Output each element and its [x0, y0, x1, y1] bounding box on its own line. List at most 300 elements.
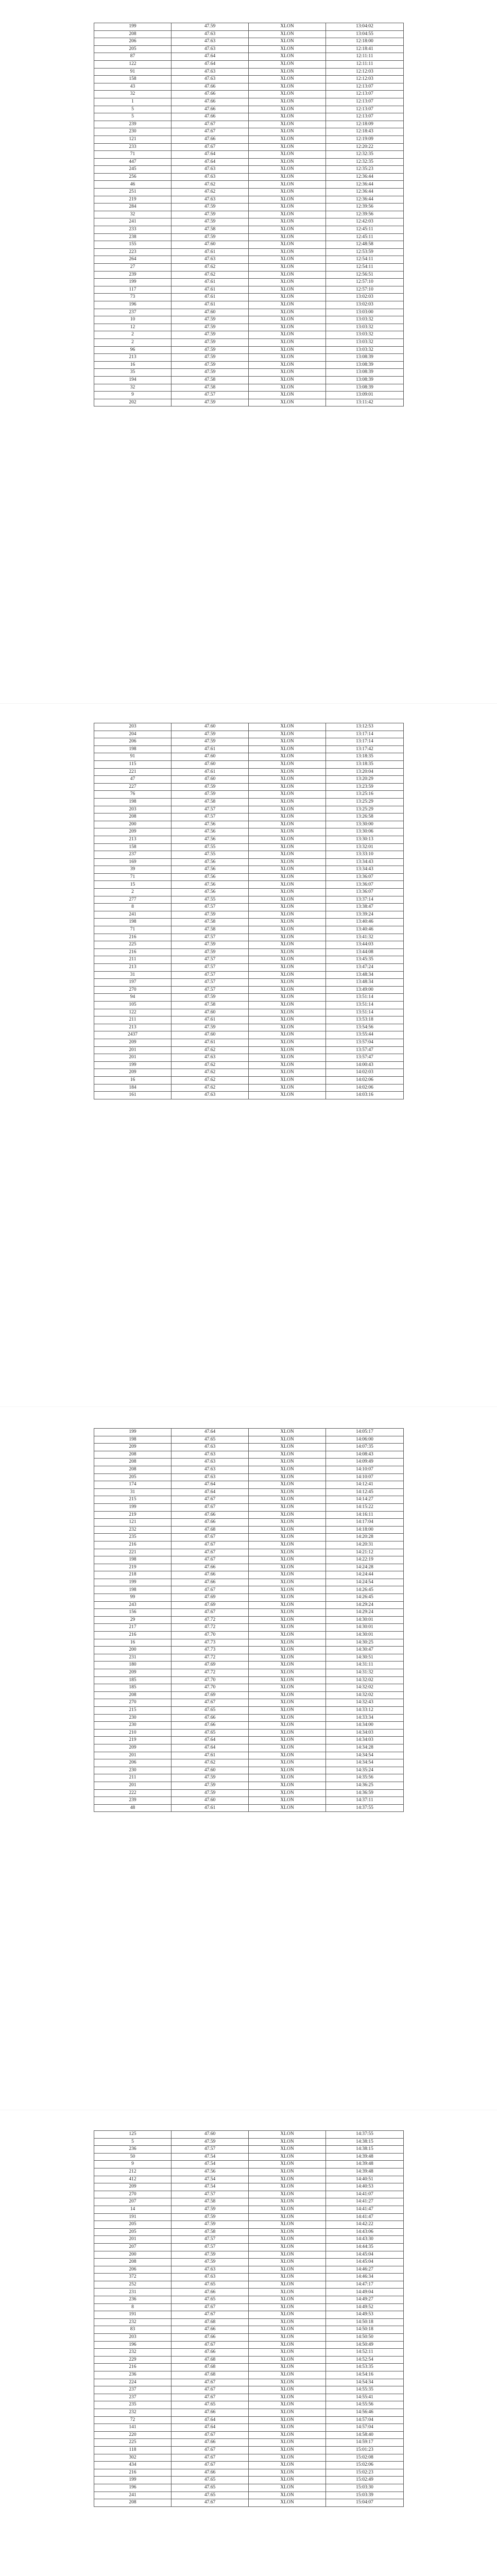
time-cell: 14:39:48	[326, 2161, 404, 2168]
volume-cell: 96	[94, 346, 172, 354]
time-cell: 14:57:04	[326, 2416, 404, 2424]
time-cell: 13:04:55	[326, 30, 404, 38]
table-row	[94, 1054, 404, 1062]
time-cell: 13:30:06	[326, 828, 404, 836]
volume-cell: 203	[94, 806, 172, 814]
venue-cell: XLON	[249, 204, 326, 211]
price-cell: 47.67	[172, 2341, 249, 2349]
venue-cell: XLON	[249, 121, 326, 128]
price-cell: 47.66	[172, 2409, 249, 2416]
price-cell: 47.66	[172, 113, 249, 121]
table-row	[94, 1737, 404, 1744]
table-row	[94, 1774, 404, 1782]
table-row	[94, 1579, 404, 1586]
price-cell: 47.69	[172, 1594, 249, 1602]
time-cell: 14:00:43	[326, 1061, 404, 1069]
table-row	[94, 783, 404, 791]
venue-cell: XLON	[249, 301, 326, 309]
venue-cell: XLON	[249, 369, 326, 377]
table-row	[94, 1759, 404, 1767]
time-cell: 13:47:24	[326, 964, 404, 972]
venue-cell: XLON	[249, 2131, 326, 2139]
table-row	[94, 76, 404, 83]
time-cell: 13:33:10	[326, 851, 404, 859]
volume-cell: 224	[94, 2379, 172, 2386]
volume-cell: 205	[94, 45, 172, 53]
time-cell: 14:40:53	[326, 2183, 404, 2191]
table-row	[94, 1061, 404, 1069]
venue-cell: XLON	[249, 2146, 326, 2154]
table-row	[94, 2401, 404, 2409]
venue-cell: XLON	[249, 279, 326, 286]
price-cell: 47.66	[172, 2469, 249, 2477]
venue-cell: XLON	[249, 1609, 326, 1617]
volume-cell: 207	[94, 2243, 172, 2251]
table-row	[94, 196, 404, 204]
time-cell: 13:48:34	[326, 979, 404, 987]
time-cell: 13:08:39	[326, 369, 404, 377]
price-cell: 47.63	[172, 68, 249, 76]
table-row	[94, 1632, 404, 1639]
time-cell: 13:53:18	[326, 1016, 404, 1024]
price-cell: 47.67	[172, 2462, 249, 2469]
volume-cell: 71	[94, 873, 172, 881]
venue-cell: XLON	[249, 2341, 326, 2349]
volume-cell: 206	[94, 38, 172, 46]
time-cell: 13:03:32	[326, 316, 404, 324]
table-row	[94, 324, 404, 331]
table-row	[94, 331, 404, 339]
document-page	[0, 703, 497, 1406]
venue-cell: XLON	[249, 2371, 326, 2379]
volume-cell: 198	[94, 1556, 172, 1564]
volume-cell: 2	[94, 338, 172, 346]
volume-cell: 105	[94, 1001, 172, 1009]
price-cell: 47.70	[172, 1684, 249, 1692]
venue-cell: XLON	[249, 1549, 326, 1556]
venue-cell: XLON	[249, 1436, 326, 1444]
time-cell: 12:35:23	[326, 166, 404, 174]
price-cell: 47.64	[172, 1744, 249, 1752]
venue-cell: XLON	[249, 738, 326, 746]
price-cell: 47.57	[172, 964, 249, 972]
table-row	[94, 2379, 404, 2386]
time-cell: 12:13:07	[326, 106, 404, 113]
time-cell: 13:51:14	[326, 1001, 404, 1009]
table-row	[94, 1789, 404, 1797]
venue-cell: XLON	[249, 731, 326, 738]
table-row	[94, 1684, 404, 1692]
table-row	[94, 1722, 404, 1730]
time-cell: 14:30:25	[326, 1639, 404, 1647]
volume-cell: 199	[94, 2477, 172, 2484]
table-row	[94, 1016, 404, 1024]
venue-cell: XLON	[249, 173, 326, 181]
price-cell: 47.58	[172, 1001, 249, 1009]
time-cell: 14:24:44	[326, 1571, 404, 1579]
price-cell: 47.62	[172, 1759, 249, 1767]
time-cell: 14:32:43	[326, 1699, 404, 1707]
time-cell: 14:34:03	[326, 1737, 404, 1744]
price-cell: 47.57	[172, 986, 249, 994]
volume-cell: 221	[94, 1549, 172, 1556]
price-cell: 47.56	[172, 873, 249, 881]
venue-cell: XLON	[249, 1488, 326, 1496]
table-row	[94, 189, 404, 196]
venue-cell: XLON	[249, 2431, 326, 2439]
table-row	[94, 2409, 404, 2416]
venue-cell: XLON	[249, 745, 326, 753]
venue-cell: XLON	[249, 2213, 326, 2221]
time-cell: 13:25:29	[326, 806, 404, 814]
table-row	[94, 1609, 404, 1617]
venue-cell: XLON	[249, 836, 326, 843]
venue-cell: XLON	[249, 2356, 326, 2364]
volume-cell: 196	[94, 301, 172, 309]
venue-cell: XLON	[249, 2296, 326, 2304]
venue-cell: XLON	[249, 948, 326, 956]
time-cell: 14:45:04	[326, 2259, 404, 2266]
price-cell: 47.73	[172, 1647, 249, 1654]
price-cell: 47.59	[172, 399, 249, 406]
time-cell: 14:41:07	[326, 2191, 404, 2198]
time-cell: 14:55:35	[326, 2386, 404, 2394]
venue-cell: XLON	[249, 1481, 326, 1489]
price-cell: 47.60	[172, 2131, 249, 2139]
table-row	[94, 1571, 404, 1579]
table-row	[94, 2326, 404, 2334]
volume-cell: 99	[94, 1594, 172, 1602]
venue-cell: XLON	[249, 2311, 326, 2319]
volume-cell: 218	[94, 1571, 172, 1579]
volume-cell: 205	[94, 1473, 172, 1481]
table-row	[94, 896, 404, 904]
volume-cell: 91	[94, 753, 172, 761]
table-row	[94, 2183, 404, 2191]
trade-table	[94, 2130, 404, 2507]
volume-cell: 200	[94, 821, 172, 828]
venue-cell: XLON	[249, 2334, 326, 2342]
price-cell: 47.72	[172, 1669, 249, 1677]
table-row	[94, 53, 404, 61]
price-cell: 47.67	[172, 2499, 249, 2507]
venue-cell: XLON	[249, 1601, 326, 1609]
venue-cell: XLON	[249, 1092, 326, 1099]
table-row	[94, 256, 404, 264]
table-row	[94, 1549, 404, 1556]
venue-cell: XLON	[249, 2281, 326, 2289]
time-cell: 14:14:27	[326, 1496, 404, 1504]
table-row	[94, 2484, 404, 2492]
time-cell: 12:13:07	[326, 113, 404, 121]
volume-cell: 122	[94, 60, 172, 68]
price-cell: 47.59	[172, 316, 249, 324]
table-row	[94, 392, 404, 399]
price-cell: 47.64	[172, 151, 249, 159]
volume-cell: 213	[94, 354, 172, 362]
volume-cell: 206	[94, 2266, 172, 2274]
venue-cell: XLON	[249, 1061, 326, 1069]
table-row	[94, 181, 404, 189]
table-row	[94, 2176, 404, 2183]
table-row	[94, 1534, 404, 1541]
volume-cell: 87	[94, 53, 172, 61]
volume-cell: 237	[94, 851, 172, 859]
volume-cell: 235	[94, 2401, 172, 2409]
time-cell: 13:44:08	[326, 948, 404, 956]
volume-cell: 215	[94, 1496, 172, 1504]
time-cell: 14:41:47	[326, 2213, 404, 2221]
time-cell: 15:02:08	[326, 2454, 404, 2462]
time-cell: 12:13:07	[326, 83, 404, 91]
price-cell: 47.66	[172, 1564, 249, 1571]
time-cell: 14:32:02	[326, 1676, 404, 1684]
time-cell: 13:03:32	[326, 338, 404, 346]
table-row	[94, 2454, 404, 2462]
price-cell: 47.61	[172, 279, 249, 286]
time-cell: 14:18:00	[326, 1526, 404, 1534]
price-cell: 47.62	[172, 1084, 249, 1092]
volume-cell: 200	[94, 2251, 172, 2259]
venue-cell: XLON	[249, 2349, 326, 2357]
price-cell: 47.67	[172, 143, 249, 151]
table-row	[94, 948, 404, 956]
price-cell: 47.63	[172, 256, 249, 264]
volume-cell: 156	[94, 1609, 172, 1617]
venue-cell: XLON	[249, 2168, 326, 2176]
time-cell: 14:34:00	[326, 1722, 404, 1730]
price-cell: 47.58	[172, 384, 249, 392]
price-cell: 47.66	[172, 2349, 249, 2357]
venue-cell: XLON	[249, 2228, 326, 2236]
volume-cell: 201	[94, 1752, 172, 1759]
price-cell: 47.63	[172, 1473, 249, 1481]
venue-cell: XLON	[249, 979, 326, 987]
venue-cell: XLON	[249, 2409, 326, 2416]
volume-cell: 236	[94, 2296, 172, 2304]
volume-cell: 251	[94, 189, 172, 196]
time-cell: 14:09:49	[326, 1459, 404, 1466]
volume-cell: 208	[94, 1691, 172, 1699]
price-cell: 47.58	[172, 226, 249, 234]
table-row	[94, 798, 404, 806]
venue-cell: XLON	[249, 241, 326, 249]
venue-cell: XLON	[249, 2462, 326, 2469]
table-row	[94, 1429, 404, 1436]
volume-cell: 32	[94, 384, 172, 392]
venue-cell: XLON	[249, 1767, 326, 1774]
table-row	[94, 1639, 404, 1647]
volume-cell: 198	[94, 745, 172, 753]
time-cell: 14:33:12	[326, 1706, 404, 1714]
volume-cell: 46	[94, 181, 172, 189]
price-cell: 47.65	[172, 1706, 249, 1714]
venue-cell: XLON	[249, 1444, 326, 1451]
venue-cell: XLON	[249, 1459, 326, 1466]
volume-cell: 118	[94, 2446, 172, 2454]
table-row	[94, 2243, 404, 2251]
table-row	[94, 2492, 404, 2499]
table-row	[94, 1669, 404, 1677]
table-row	[94, 836, 404, 843]
price-cell: 47.56	[172, 2168, 249, 2176]
time-cell: 14:05:17	[326, 1429, 404, 1436]
table-row	[94, 941, 404, 949]
time-cell: 13:36:07	[326, 873, 404, 881]
price-cell: 47.72	[172, 1654, 249, 1662]
volume-cell: 219	[94, 196, 172, 204]
time-cell: 14:02:03	[326, 1069, 404, 1077]
time-cell: 15:02:23	[326, 2469, 404, 2477]
table-row	[94, 873, 404, 881]
volume-cell: 115	[94, 760, 172, 768]
time-cell: 14:08:43	[326, 1451, 404, 1459]
price-cell: 47.59	[172, 994, 249, 1002]
table-row	[94, 1039, 404, 1046]
time-cell: 14:12:41	[326, 1481, 404, 1489]
time-cell: 14:03:16	[326, 1092, 404, 1099]
time-cell: 14:31:32	[326, 1669, 404, 1677]
volume-cell: 216	[94, 2469, 172, 2477]
price-cell: 47.64	[172, 53, 249, 61]
volume-cell: 141	[94, 2424, 172, 2432]
volume-cell: 232	[94, 2318, 172, 2326]
venue-cell: XLON	[249, 1662, 326, 1669]
time-cell: 15:03:39	[326, 2492, 404, 2499]
venue-cell: XLON	[249, 1737, 326, 1744]
price-cell: 47.59	[172, 204, 249, 211]
venue-cell: XLON	[249, 971, 326, 979]
time-cell: 13:08:39	[326, 376, 404, 384]
volume-cell: 1	[94, 98, 172, 106]
table-row	[94, 128, 404, 136]
volume-cell: 185	[94, 1676, 172, 1684]
price-cell: 47.63	[172, 2274, 249, 2281]
venue-cell: XLON	[249, 2401, 326, 2409]
price-cell: 47.57	[172, 2191, 249, 2198]
volume-cell: 5	[94, 2138, 172, 2146]
venue-cell: XLON	[249, 1031, 326, 1039]
price-cell: 47.61	[172, 768, 249, 776]
time-cell: 14:49:52	[326, 2303, 404, 2311]
price-cell: 47.63	[172, 30, 249, 38]
volume-cell: 252	[94, 2281, 172, 2289]
table-row	[94, 881, 404, 889]
table-row	[94, 2228, 404, 2236]
volume-cell: 270	[94, 2191, 172, 2198]
time-cell: 12:54:11	[326, 256, 404, 264]
price-cell: 47.57	[172, 2236, 249, 2244]
volume-cell: 198	[94, 1436, 172, 1444]
price-cell: 47.72	[172, 1624, 249, 1632]
volume-cell: 215	[94, 1706, 172, 1714]
venue-cell: XLON	[249, 45, 326, 53]
price-cell: 47.66	[172, 2334, 249, 2342]
volume-cell: 216	[94, 948, 172, 956]
price-cell: 47.56	[172, 858, 249, 866]
volume-cell: 219	[94, 1564, 172, 1571]
time-cell: 14:57:04	[326, 2424, 404, 2432]
table-row	[94, 723, 404, 731]
price-cell: 47.60	[172, 723, 249, 731]
price-cell: 47.66	[172, 106, 249, 113]
price-cell: 47.59	[172, 2251, 249, 2259]
volume-cell: 91	[94, 68, 172, 76]
venue-cell: XLON	[249, 128, 326, 136]
venue-cell: XLON	[249, 1473, 326, 1481]
table-row	[94, 1594, 404, 1602]
price-cell: 47.67	[172, 1609, 249, 1617]
time-cell: 14:36:59	[326, 1789, 404, 1797]
price-cell: 47.59	[172, 338, 249, 346]
price-cell: 47.61	[172, 301, 249, 309]
price-cell: 47.67	[172, 2431, 249, 2439]
venue-cell: XLON	[249, 1669, 326, 1677]
table-row	[94, 30, 404, 38]
table-row	[94, 2236, 404, 2244]
price-cell: 47.59	[172, 948, 249, 956]
table-row	[94, 264, 404, 272]
table-row	[94, 2311, 404, 2319]
venue-cell: XLON	[249, 1714, 326, 1722]
volume-cell: 230	[94, 1767, 172, 1774]
price-cell: 47.63	[172, 1466, 249, 1473]
table-row	[94, 2477, 404, 2484]
table-row	[94, 1744, 404, 1752]
price-cell: 47.59	[172, 1024, 249, 1031]
venue-cell: XLON	[249, 38, 326, 46]
table-row	[94, 248, 404, 256]
volume-cell: 199	[94, 23, 172, 31]
venue-cell: XLON	[249, 1519, 326, 1527]
price-cell: 47.60	[172, 1031, 249, 1039]
time-cell: 12:48:58	[326, 241, 404, 249]
venue-cell: XLON	[249, 814, 326, 821]
volume-cell: 191	[94, 2213, 172, 2221]
volume-cell: 121	[94, 1519, 172, 1527]
price-cell: 47.68	[172, 2318, 249, 2326]
price-cell: 47.60	[172, 241, 249, 249]
time-cell: 12:18:00	[326, 38, 404, 46]
price-cell: 47.73	[172, 1639, 249, 1647]
time-cell: 13:38:47	[326, 904, 404, 911]
table-row	[94, 286, 404, 294]
price-cell: 47.64	[172, 2424, 249, 2432]
table-row	[94, 919, 404, 926]
price-cell: 47.61	[172, 1016, 249, 1024]
price-cell: 47.60	[172, 760, 249, 768]
volume-cell: 184	[94, 1084, 172, 1092]
time-cell: 14:49:27	[326, 2296, 404, 2304]
table-row	[94, 2334, 404, 2342]
price-cell: 47.59	[172, 331, 249, 339]
venue-cell: XLON	[249, 2183, 326, 2191]
time-cell: 14:50:49	[326, 2341, 404, 2349]
table-row	[94, 2364, 404, 2371]
venue-cell: XLON	[249, 873, 326, 881]
price-cell: 47.59	[172, 783, 249, 791]
price-cell: 47.66	[172, 1579, 249, 1586]
venue-cell: XLON	[249, 2303, 326, 2311]
time-cell: 14:29:24	[326, 1601, 404, 1609]
volume-cell: 201	[94, 1782, 172, 1789]
table-row	[94, 1076, 404, 1084]
volume-cell: 231	[94, 1654, 172, 1662]
table-row	[94, 204, 404, 211]
price-cell: 47.61	[172, 1804, 249, 1812]
table-row	[94, 768, 404, 776]
venue-cell: XLON	[249, 53, 326, 61]
